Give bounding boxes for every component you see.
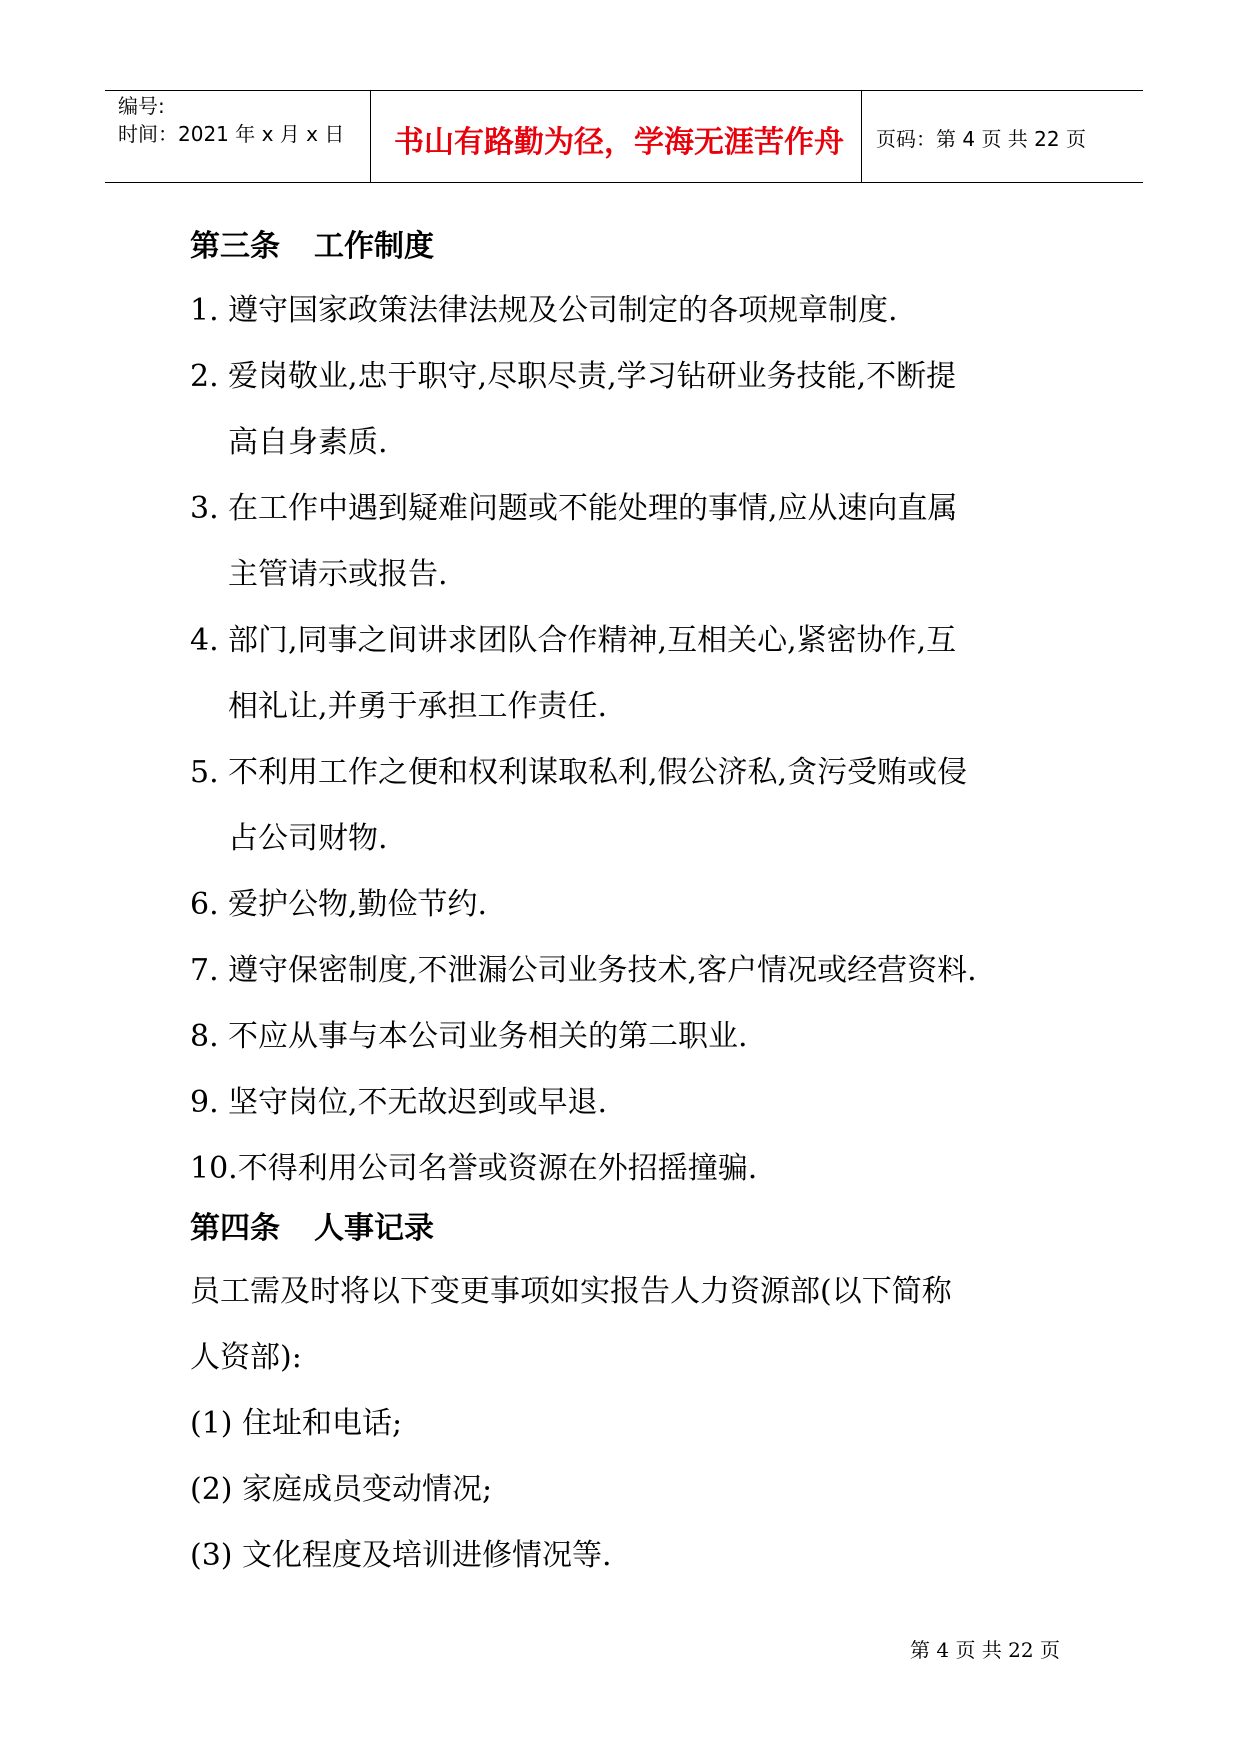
section-4-intro-line: 员工需及时将以下变更事项如实报告人力资源部(以下简称	[190, 1274, 952, 1309]
list-item	[190, 608, 1060, 740]
list-item-text: 不应从事与本公司业务相关的第二职业.	[228, 1019, 748, 1054]
section-3-heading	[190, 227, 434, 267]
section-3-title: 工作制度	[314, 229, 434, 264]
section-4-number: 第四条	[190, 1211, 280, 1246]
list-item	[190, 344, 1060, 476]
list-item-text: 部门,同事之间讲求团队合作精神,互相关心,紧密协作,互	[228, 623, 957, 658]
list-item-text: 爱护公物,勤俭节约.	[228, 887, 488, 922]
document-time-label: 时间：2021 年 x 月 x 日	[118, 122, 345, 146]
page-header	[0, 0, 1241, 190]
list-item-text: 坚守岗位,不无故迟到或早退.	[228, 1085, 608, 1120]
list-item-continuation: 占公司财物.	[228, 821, 388, 856]
list-item	[190, 476, 1060, 608]
header-page-label: 页码：第 4 页 共 22 页	[876, 127, 1086, 151]
page-footer: 第 4 页 共 22 页	[910, 1638, 1060, 1662]
list-item-number: 8.	[190, 1019, 219, 1054]
section-3-number: 第三条	[190, 229, 280, 264]
document-number-label: 编号:	[118, 94, 165, 118]
header-bottom-rule	[105, 182, 1143, 183]
list-item: (1) 住址和电话;	[190, 1406, 403, 1441]
list-item-number: 10.	[190, 1151, 238, 1186]
section-4-intro-line: 人资部):	[190, 1340, 302, 1375]
header-divider-right	[861, 90, 862, 182]
section-4-title: 人事记录	[314, 1211, 434, 1246]
header-top-rule	[105, 90, 1143, 91]
list-item-number: 6.	[190, 887, 219, 922]
list-item-text: 不得利用公司名誉或资源在外招摇撞骗.	[237, 1151, 758, 1186]
header-motto: 书山有路勤为径，学海无涯苦作舟	[394, 125, 844, 160]
list-item	[190, 1136, 1060, 1202]
list-item-text: 爱岗敬业,忠于职守,尽职尽责,学习钻研业务技能,不断提	[228, 359, 957, 394]
list-item	[190, 938, 1060, 1004]
list-item: (3) 文化程度及培训进修情况等.	[190, 1538, 612, 1573]
list-item-continuation: 相礼让,并勇于承担工作责任.	[228, 689, 608, 724]
list-item	[190, 872, 1060, 938]
list-item-text: 遵守保密制度,不泄漏公司业务技术,客户情况或经营资料.	[228, 953, 977, 988]
section-4-heading	[190, 1209, 434, 1249]
list-item-number: 2.	[190, 359, 219, 394]
list-item	[190, 1070, 1060, 1136]
list-item-number: 3.	[190, 491, 219, 526]
list-item-number: 5.	[190, 755, 219, 790]
list-item-text: 在工作中遇到疑难问题或不能处理的事情,应从速向直属	[228, 491, 958, 526]
list-item-number: 1.	[190, 293, 219, 328]
list-item-number: 7.	[190, 953, 219, 988]
list-item-text: 不利用工作之便和权利谋取私利,假公济私,贪污受贿或侵	[228, 755, 968, 790]
list-item-text: 遵守国家政策法律法规及公司制定的各项规章制度.	[228, 293, 898, 328]
header-divider-left	[370, 90, 371, 182]
section-4-intro	[190, 1259, 1060, 1391]
list-item	[190, 1004, 1060, 1070]
list-item-continuation: 高自身素质.	[228, 425, 388, 460]
list-item	[190, 740, 1060, 872]
list-item: (2) 家庭成员变动情况;	[190, 1472, 493, 1507]
list-item	[190, 278, 1060, 344]
list-item-continuation: 主管请示或报告.	[228, 557, 448, 592]
list-item-number: 9.	[190, 1085, 219, 1120]
list-item-number: 4.	[190, 623, 219, 658]
